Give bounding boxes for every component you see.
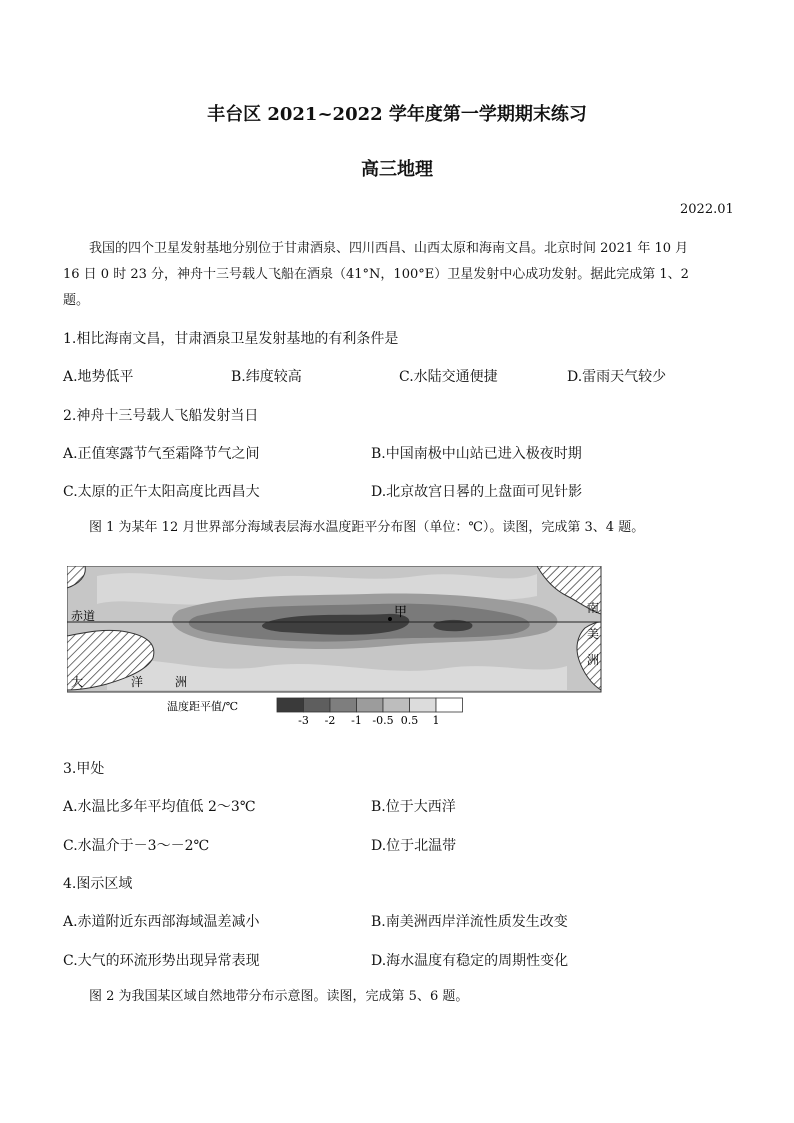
- q4-option-d[interactable]: D.海水温度有稳定的周期性变化: [371, 953, 569, 969]
- question-4-stem: 4.图示区域: [63, 876, 133, 892]
- question-2-stem: 2.神舟十三号载人飞船发射当日: [63, 408, 259, 424]
- legend-swatch: [383, 698, 410, 712]
- subject-title: 高三地理: [361, 159, 433, 180]
- q4-option-c[interactable]: C.大气的环流形势出现异常表现: [63, 953, 260, 969]
- legend-tick-label: 1: [432, 714, 440, 727]
- legend-swatches: [277, 698, 463, 712]
- legend-swatch: [410, 698, 437, 712]
- legend-swatch: [277, 698, 304, 712]
- question-1-stem: 1.相比海南文昌，甘肃酒泉卫星发射基地的有利条件是: [63, 331, 399, 347]
- intro-1-line-3: 题。: [63, 293, 90, 308]
- q4-option-a[interactable]: A.赤道附近东西部海域温差减小: [63, 914, 260, 930]
- point-jia-label: 甲: [394, 605, 408, 620]
- legend-tick-label: 0.5: [400, 714, 419, 727]
- q2-option-a[interactable]: A.正值寒露节气至霜降节气之间: [63, 446, 260, 462]
- question-3-stem: 3.甲处: [63, 761, 105, 777]
- q3-option-d[interactable]: D.位于北温带: [371, 838, 457, 854]
- legend-tick-label: -0.5: [372, 714, 394, 727]
- intro-paragraph-3: 图 2 为我国某区域自然地带分布示意图。读图，完成第 5、6 题。: [89, 989, 469, 1004]
- exam-date: 2022.01: [680, 202, 734, 217]
- q3-option-a[interactable]: A.水温比多年平均值低 2～3℃: [63, 799, 256, 815]
- q2-option-b[interactable]: B.中国南极中山站已进入极夜时期: [371, 446, 582, 462]
- ocean-label-3: 洲: [175, 675, 188, 689]
- legend-tick-label: -2: [324, 714, 336, 727]
- q4-option-b[interactable]: B.南美洲西岸洋流性质发生改变: [371, 914, 568, 930]
- legend-tick-label: -3: [298, 714, 309, 727]
- legend-swatch: [304, 698, 331, 712]
- ocean-label-1: 大: [71, 675, 84, 689]
- equator-label: 赤道: [71, 609, 96, 623]
- legend-swatch: [330, 698, 357, 712]
- legend-ticks: [298, 714, 439, 727]
- sa-label-3: 洲: [587, 653, 600, 667]
- ocean-label-2: 洋: [131, 675, 144, 689]
- q3-option-b[interactable]: B.位于大西洋: [371, 799, 456, 815]
- sst-anomaly-map: [67, 566, 603, 732]
- q2-option-c[interactable]: C.太原的正午太阳高度比西昌大: [63, 484, 260, 500]
- intro-1-line-2: 16 日 0 时 23 分，神舟十三号载人飞船在酒泉（41°N，100°E）卫星发射中心成功发射。据此完成第 1、2: [63, 267, 689, 282]
- q1-option-a[interactable]: A.地势低平: [63, 369, 134, 385]
- point-jia-marker: [388, 617, 392, 621]
- sa-label-2: 美: [587, 627, 600, 641]
- q2-option-d[interactable]: D.北京故宫日晷的上盘面可见针影: [371, 484, 583, 500]
- sa-label-1: 南: [587, 601, 600, 615]
- legend-tick-label: -1: [351, 714, 362, 727]
- intro-paragraph-1: [63, 236, 743, 314]
- exam-title: 丰台区 2021~2022 学年度第一学期期末练习: [207, 104, 587, 125]
- legend-title: 温度距平值/℃: [167, 700, 239, 713]
- q1-option-d[interactable]: D.雷雨天气较少: [567, 369, 667, 385]
- legend-swatch: [436, 698, 463, 712]
- intro-1-line-1: 我国的四个卫星发射基地分别位于甘肃酒泉、四川西昌、山西太原和海南文昌。北京时间 2021 年 10 月: [89, 241, 689, 256]
- legend-swatch: [357, 698, 384, 712]
- q3-option-c[interactable]: C.水温介于－3～－2℃: [63, 838, 210, 854]
- q1-option-c[interactable]: C.水陆交通便捷: [399, 369, 498, 385]
- q1-option-b[interactable]: B.纬度较高: [231, 369, 302, 385]
- intro-paragraph-2: 图 1 为某年 12 月世界部分海域表层海水温度距平分布图（单位：℃）。读图，完成第 3、4 题。: [89, 520, 645, 535]
